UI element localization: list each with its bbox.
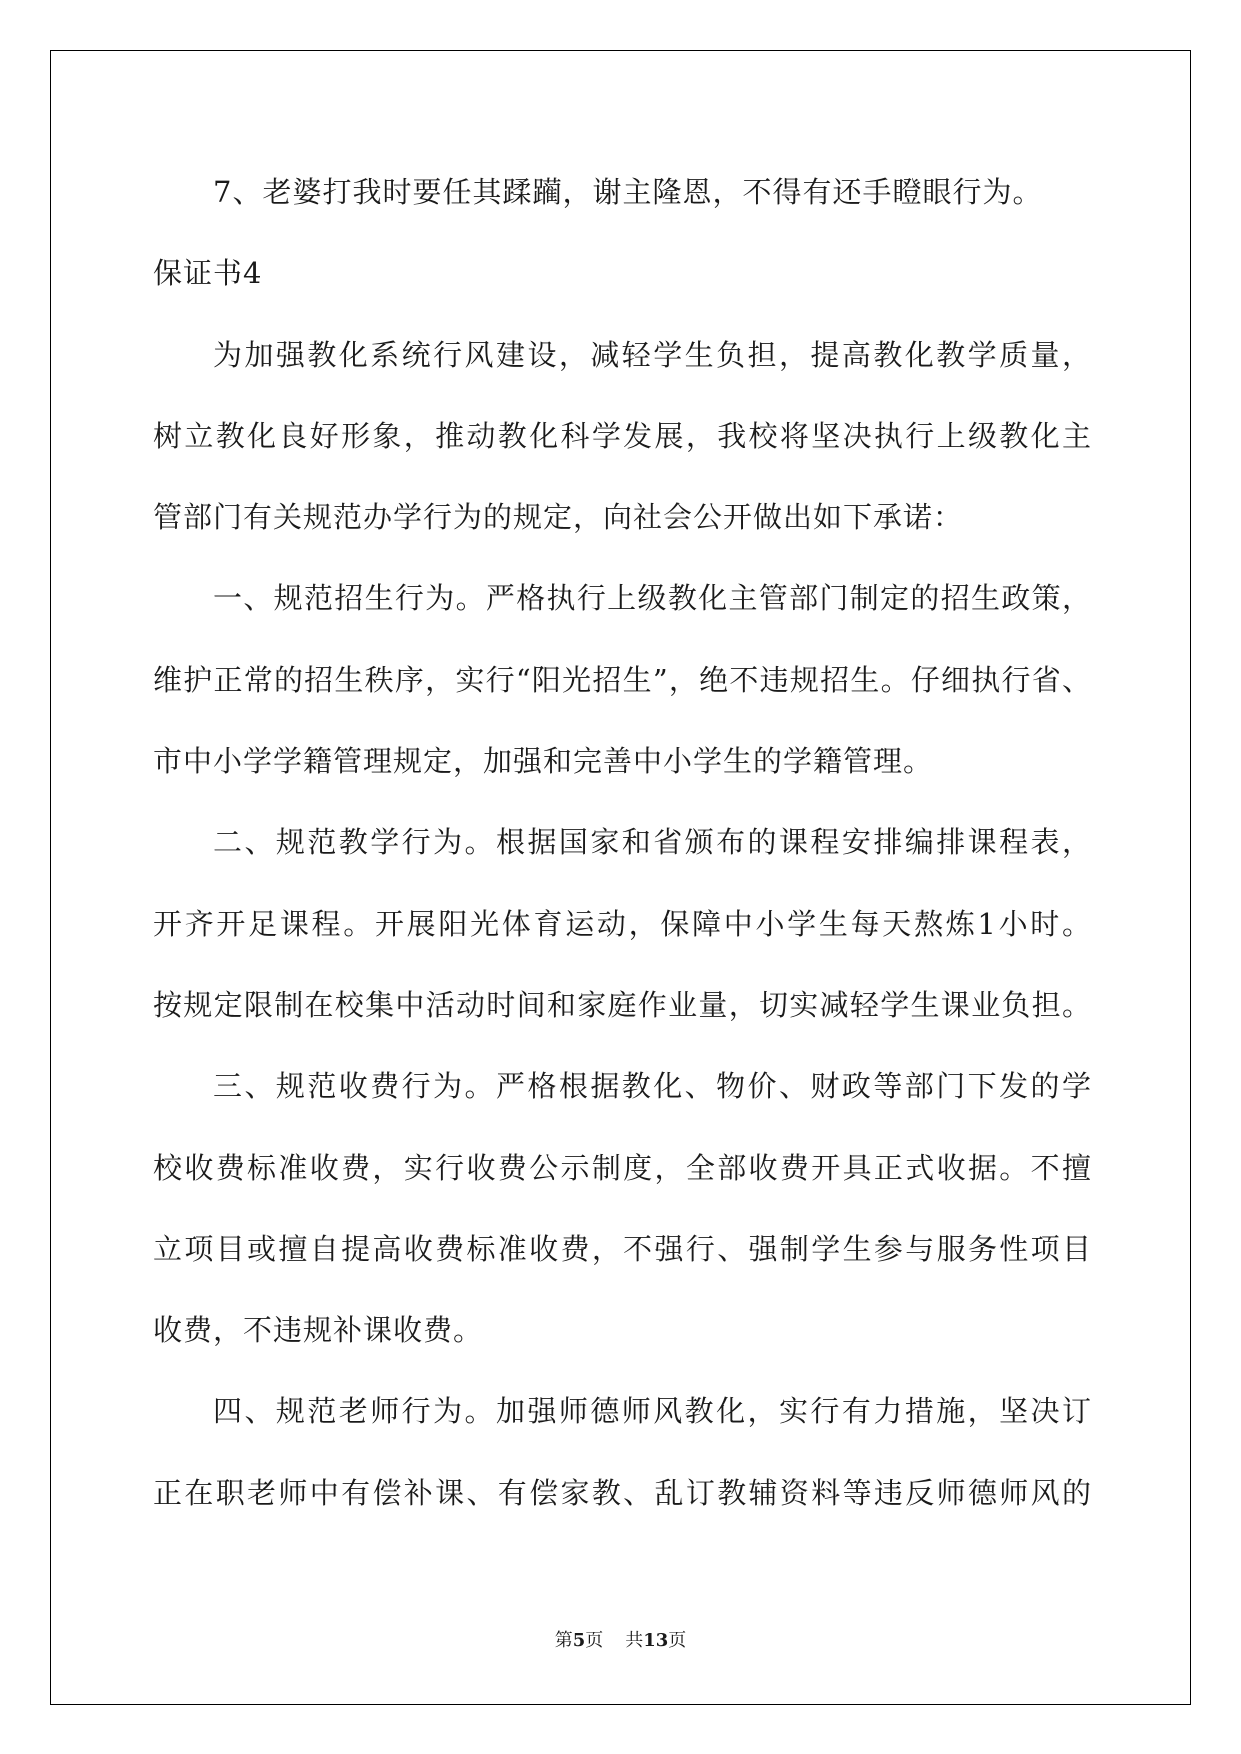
text-line: 二、规范教学行为。根据国家和省颁布的课程安排编排课程表， — [213, 825, 1092, 860]
total-pages-suffix: 页 — [668, 1630, 687, 1651]
text-line: 三、规范收费行为。严格根据教化、物价、财政等部门下发的学 — [213, 1069, 1092, 1104]
current-page-prefix: 第 — [554, 1630, 573, 1651]
current-page-suffix: 页 — [585, 1630, 604, 1651]
text-line: 立项目或擅自提高收费标准收费，不强行、强制学生参与服务性项目 — [153, 1231, 1092, 1266]
total-pages-number: 13 — [643, 1630, 669, 1651]
text-line: 按规定限制在校集中活动时间和家庭作业量，切实减轻学生课业负担。 — [153, 987, 1092, 1022]
total-pages-prefix: 共 — [625, 1630, 644, 1651]
text-line: 开齐开足课程。开展阳光体育运动，保障中小学生每天熬炼1小时。 — [153, 906, 1092, 941]
text-line: 正在职老师中有偿补课、有偿家教、乱订教辅资料等违反师德师风的 — [153, 1475, 1092, 1510]
text-line: 一、规范招生行为。严格执行上级教化主管部门制定的招生政策， — [213, 581, 1092, 616]
document-body — [153, 152, 1092, 1534]
total-pages-group — [625, 1630, 686, 1651]
text-line: 收费，不违规补课收费。 — [153, 1313, 484, 1348]
text-line: 四、规范老师行为。加强师德师风教化，实行有力措施，坚决订 — [213, 1394, 1092, 1429]
current-page-group — [555, 1630, 604, 1651]
text-line: 管部门有关规范办学行为的规定，向社会公开做出如下承诺： — [153, 500, 964, 535]
text-line: 为加强教化系统行风建设，减轻学生负担，提高教化教学质量， — [213, 337, 1092, 372]
section-heading: 保证书4 — [153, 256, 263, 291]
text-line: 树立教化良好形象，推动教化科学发展，我校将坚决执行上级教化主 — [153, 418, 1092, 453]
text-line: 市中小学学籍管理规定，加强和完善中小学生的学籍管理。 — [153, 744, 934, 779]
page-footer — [0, 1628, 1241, 1654]
text-line: 7、老婆打我时要任其蹂躏，谢主隆恩，不得有还手瞪眼行为。 — [213, 175, 1043, 209]
current-page-number: 5 — [572, 1630, 586, 1651]
text-line: 校收费标准收费，实行收费公示制度，全部收费开具正式收据。不擅 — [153, 1150, 1092, 1185]
text-line: 维护正常的招生秩序，实行“阳光招生”，绝不违规招生。仔细执行省、 — [153, 662, 1092, 697]
